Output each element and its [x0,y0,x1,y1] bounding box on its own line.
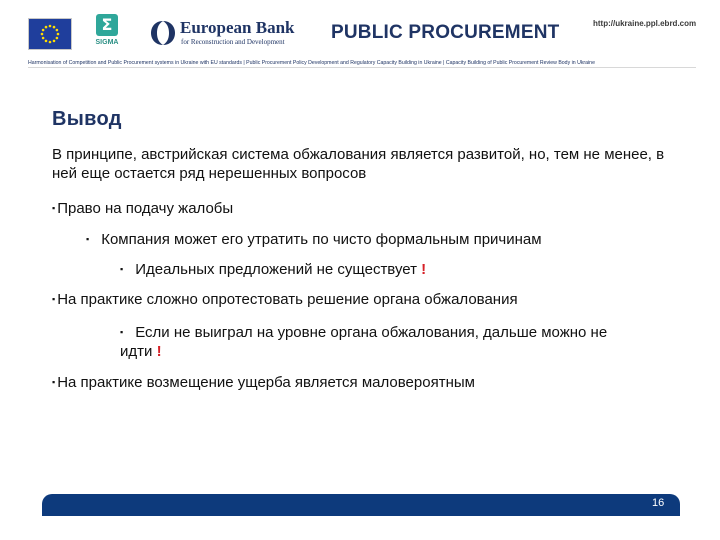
bullet-text: Право на подачу жалобы [57,200,234,217]
site-url: http://ukraine.ppl.ebrd.com [593,19,697,28]
sigma-label: SIGMA [95,39,119,46]
header-tagline: Harmonisation of Competition and Public Procurement systems in Ukraine with EU standards | Public Procurement Policy Development and Regulatory Capacity Building in Ukraine | Capacity Building of Public Procurement Review Body in Ukraine [28,60,595,66]
ebrd-name: European Bank [180,18,295,37]
bullet-marker: ▪ [120,327,124,337]
slide-title: Вывод [52,108,122,130]
bullet-marker: ▪ [86,234,90,244]
intro-paragraph: В принципе, австрийская система обжалования является развитой, но, тем не менее, в ней еще остается ряд нерешенных вопросов [52,146,665,182]
bullet-item [120,260,426,279]
bullet-text: На практике сложно опротестовать решение органа обжалования [57,291,518,308]
bullet-marker: ▪ [120,264,124,274]
bullet-text: На практике возмещение ущерба является маловероятным [57,374,475,391]
exclamation-mark: ! [156,343,162,360]
bullet-item [120,323,640,361]
ebrd-subtitle: for Reconstruction and Development [181,38,285,46]
bullet-text: Если не выиграл на уровне органа обжалования, дальше можно не идти [120,324,608,360]
bullet-item [52,290,518,309]
footer-bar [42,494,680,516]
page-number: 16 [652,497,665,509]
bullet-text: Идеальных предложений не существует [135,261,417,278]
bullet-text: Компания может его утратить по чисто формальным причинам [101,231,542,248]
bullet-marker: ▪ [52,377,56,387]
bullet-item [86,230,542,249]
sigma-symbol-icon: Σ [96,14,118,36]
bullet-marker: ▪ [52,203,56,213]
bullet-item [52,199,233,218]
bullet-item [52,373,475,392]
bullet-marker: ▪ [52,294,56,304]
program-title: PUBLIC PROCUREMENT [331,22,560,43]
exclamation-mark: ! [421,261,427,278]
